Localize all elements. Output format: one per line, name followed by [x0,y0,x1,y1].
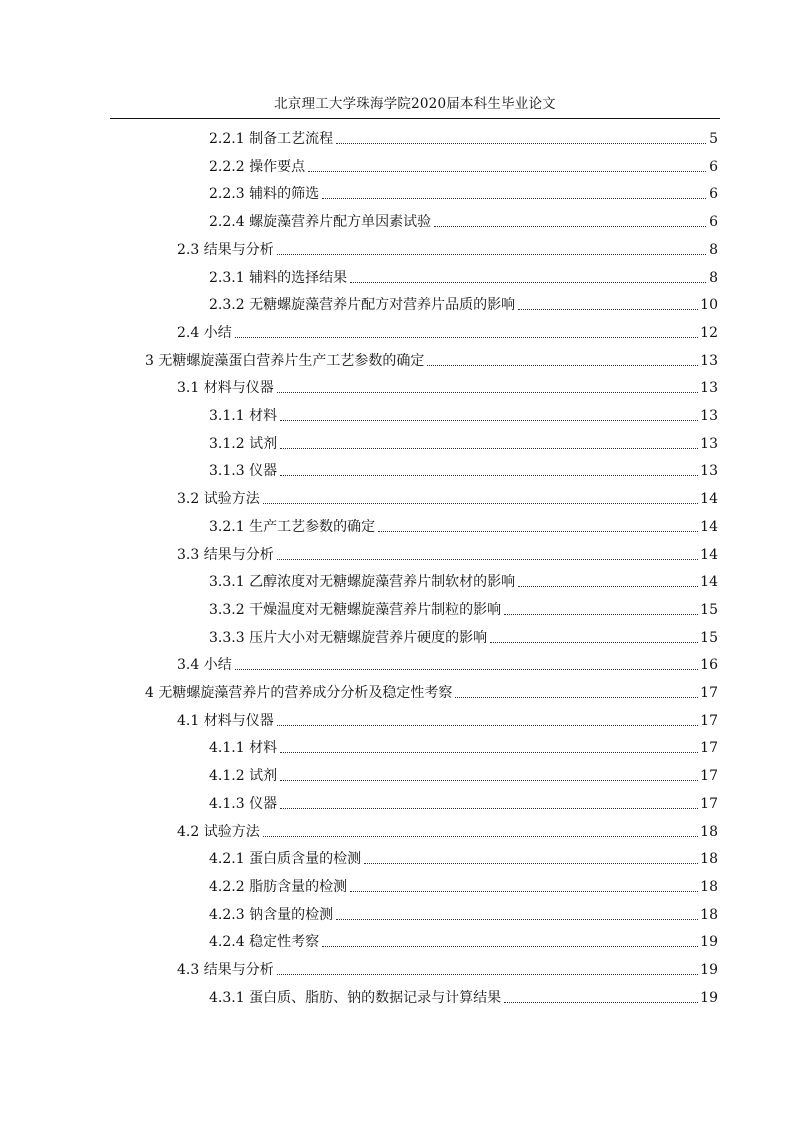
toc-entry-title: 4.1.1 材料 [209,740,278,757]
toc-entry-title: 4.2.1 蛋白质含量的检测 [209,851,362,868]
toc-entry[interactable] [209,290,718,314]
toc-entry-page-number: 18 [700,906,718,923]
toc-entry-title: 2.2.4 螺旋藻营养片配方单因素试验 [209,214,432,231]
toc-entry[interactable] [209,872,718,896]
toc-entry-title: 4.1.2 试剂 [209,768,278,785]
toc-leader-dots [336,143,706,144]
toc-entry-title: 2.3.1 辅料的选择结果 [209,269,348,286]
toc-entry-title: 3.3.3 压片大小对无糖螺旋营养片硬度的影响 [209,629,488,646]
toc-leader-dots [518,309,698,310]
toc-entry-title: 3.1.2 试剂 [209,435,278,452]
toc-entry[interactable] [209,983,718,1007]
toc-entry-title: 3.3 结果与分析 [177,546,274,563]
toc-leader-dots [434,226,706,227]
toc-entry[interactable] [177,650,718,674]
toc-leader-dots [280,420,698,421]
toc-leader-dots [518,586,698,587]
toc-entry-page-number: 6 [709,186,718,203]
toc-entry-page-number: 13 [700,463,718,480]
toc-entry-title: 2.2.2 操作要点 [209,158,306,175]
toc-entry[interactable] [209,567,718,591]
toc-entry[interactable] [177,318,718,342]
toc-entry-page-number: 6 [709,214,718,231]
toc-entry[interactable] [177,373,718,397]
toc-leader-dots [280,780,698,781]
toc-entry[interactable] [209,761,718,785]
toc-leader-dots [455,697,698,698]
toc-entry-title: 2.2.3 辅料的筛选 [209,186,320,203]
toc-entry[interactable] [177,484,718,508]
toc-entry-page-number: 5 [709,131,718,147]
toc-entry[interactable] [177,955,718,979]
toc-entry[interactable] [177,817,718,841]
toc-leader-dots [490,642,698,643]
toc-entry-title: 3 无糖螺旋藻蛋白营养片生产工艺参数的确定 [145,352,425,369]
toc-entry-title: 2.3 结果与分析 [177,241,274,258]
toc-entry[interactable] [209,595,718,619]
toc-entry-title: 3.1 材料与仪器 [177,380,274,397]
toc-leader-dots [308,171,706,172]
toc-entry[interactable] [209,900,718,924]
toc-entry-title: 3.1.1 材料 [209,408,278,424]
toc-entry-page-number: 6 [709,158,718,175]
toc-leader-dots [235,669,698,670]
toc-entry[interactable] [209,179,718,203]
toc-entry-title: 3.2.1 生产工艺参数的确定 [209,518,376,535]
toc-entry-page-number: 10 [700,297,718,314]
toc-entry[interactable] [177,540,718,564]
toc-entry[interactable] [209,789,718,813]
toc-entry[interactable] [209,512,718,536]
toc-entry-title: 3.3.1 乙醇浓度对无糖螺旋藻营养片制软材的影响 [209,574,516,591]
toc-leader-dots [336,919,698,920]
toc-entry-page-number: 8 [709,269,718,286]
toc-entry-title: 3.4 小结 [177,657,232,674]
toc-entry-title: 3.2 试验方法 [177,491,260,508]
toc-entry-page-number: 18 [700,823,718,840]
toc-leader-dots [277,725,698,726]
toc-entry-page-number: 12 [700,324,718,341]
toc-entry-title: 2.4 小结 [177,324,232,341]
toc-entry-page-number: 18 [700,851,718,868]
toc-leader-dots [277,559,698,560]
toc-entry-title: 3.3.2 干燥温度对无糖螺旋藻营养片制粒的影响 [209,601,502,618]
toc-entry-title: 3.1.3 仪器 [209,463,278,480]
toc-entry-page-number: 17 [700,740,718,757]
toc-entry[interactable] [209,124,718,148]
toc-leader-dots [322,198,706,199]
toc-entry-title: 4.2 试验方法 [177,823,260,840]
toc-entry[interactable] [209,623,718,647]
toc-entry-title: 4.2.2 脂肪含量的检测 [209,878,348,895]
toc-entry-title: 4.3 结果与分析 [177,962,274,978]
toc-entry-page-number: 14 [700,546,718,563]
toc-entry-page-number: 8 [709,241,718,258]
toc-entry-title: 4.2.4 稳定性考察 [209,934,320,951]
toc-entry[interactable] [209,429,718,453]
toc-leader-dots [263,836,698,837]
toc-leader-dots [280,475,698,476]
toc-entry-title: 4.1 材料与仪器 [177,712,274,729]
toc-leader-dots [235,337,698,338]
toc-entry-page-number: 13 [700,435,718,452]
toc-entry-title: 4.1.3 仪器 [209,795,278,812]
toc-entry-page-number: 18 [700,878,718,895]
toc-entry-page-number: 19 [700,989,718,1006]
toc-leader-dots [280,448,698,449]
toc-leader-dots [350,891,698,892]
toc-entry-page-number: 16 [700,657,718,674]
toc-entry-title: 2.3.2 无糖螺旋藻营养片配方对营养片品质的影响 [209,297,516,314]
toc-entry-page-number: 17 [700,712,718,729]
toc-entry-page-number: 13 [700,352,718,369]
toc-entry-page-number: 17 [700,768,718,785]
toc-entry-page-number: 13 [700,380,718,397]
toc-leader-dots [350,282,706,283]
toc-leader-dots [427,365,698,366]
toc-leader-dots [322,946,698,947]
toc-entry[interactable] [209,263,718,287]
toc-entry[interactable] [209,456,718,480]
toc-leader-dots [378,531,698,532]
toc-entry-page-number: 13 [700,408,718,424]
toc-leader-dots [277,974,698,975]
toc-entry-page-number: 15 [700,629,718,646]
toc-leader-dots [277,392,698,393]
toc-entry[interactable] [209,207,718,231]
toc-entry-page-number: 17 [700,685,718,701]
header-rule [110,118,720,119]
toc-entry-page-number: 19 [700,962,718,978]
toc-entry-page-number: 14 [700,491,718,508]
toc-entry-title: 4.3.1 蛋白质、脂肪、钠的数据记录与计算结果 [209,989,502,1006]
toc-entry-title: 4 无糖螺旋藻营养片的营养成分分析及稳定性考察 [145,685,453,701]
toc-entry-page-number: 14 [700,574,718,591]
toc-entry[interactable] [209,401,718,425]
toc-entry[interactable] [145,346,718,370]
toc-entry[interactable] [209,152,718,176]
toc-leader-dots [263,503,698,504]
toc-leader-dots [277,254,706,255]
toc-entry[interactable] [209,844,718,868]
toc-entry[interactable] [177,235,718,259]
toc-leader-dots [504,614,698,615]
toc-entry-title: 4.2.3 钠含量的检测 [209,906,334,923]
toc-entry[interactable] [209,927,718,951]
toc-leader-dots [280,752,698,753]
toc-leader-dots [364,863,698,864]
toc-entry[interactable] [209,733,718,757]
toc-entry-page-number: 15 [700,601,718,618]
page-header-title: 北京理工大学珠海学院2020届本科生毕业论文 [274,96,556,112]
toc-entry[interactable] [145,678,718,702]
toc-entry-title: 2.2.1 制备工艺流程 [209,131,334,147]
toc-entry[interactable] [177,706,718,730]
toc-entry-page-number: 17 [700,795,718,812]
toc-leader-dots [280,808,698,809]
toc-entry-page-number: 19 [700,934,718,951]
toc-leader-dots [504,1002,698,1003]
toc-entry-page-number: 14 [700,518,718,535]
